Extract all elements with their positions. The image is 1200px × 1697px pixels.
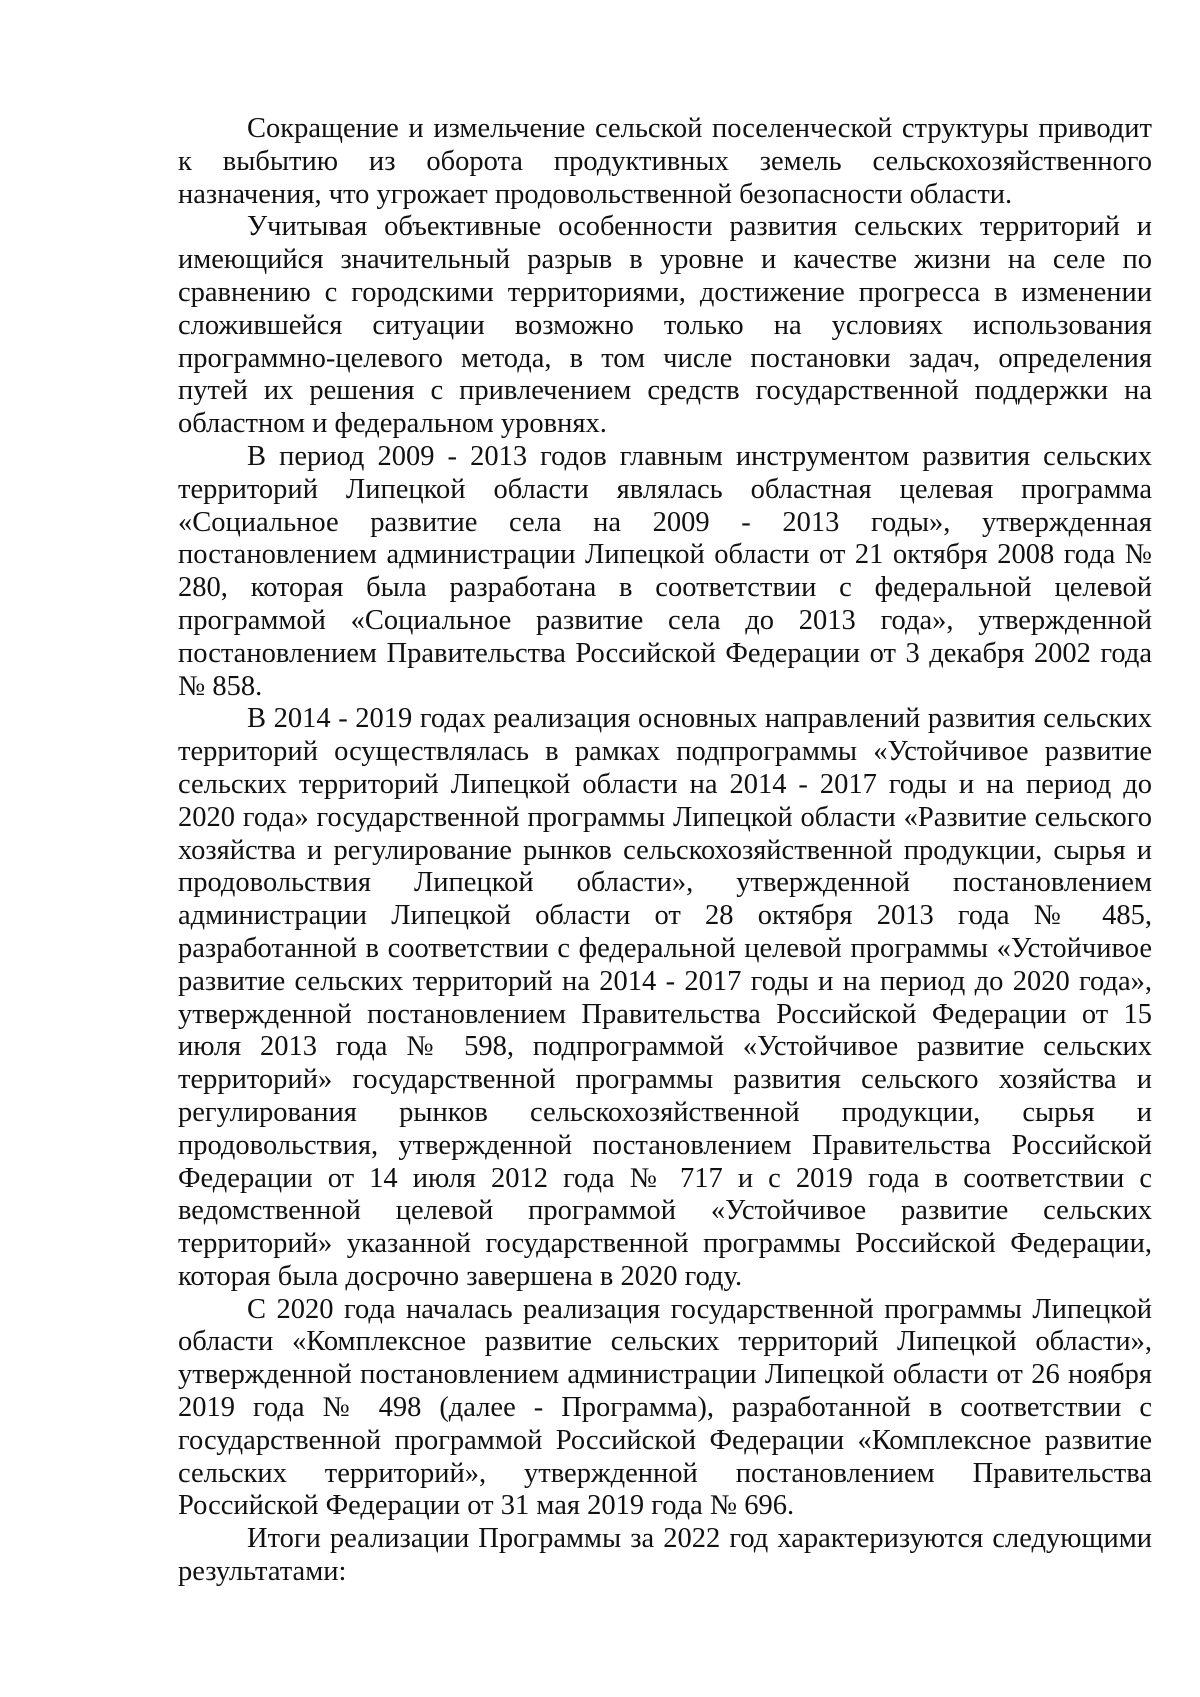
paragraph-2020-program: С 2020 года началась реализация государственной программы Липецкой области «Комплексное развитие сельских территорий Липецкой области», утвержденной постановлением администрации Липецкой области от 26 ноября 2019 года № 498 (далее - Программа), разработанной в соответствии с государственной программой Российской Федерации «Комплексное развитие сельских территорий», утвержденной постановлением Правительства Российской Федерации от 31 мая 2019 года № 696. bbox=[178, 1293, 1152, 1522]
paragraph-2014-2019-subprogram: В 2014 - 2019 годах реализация основных направлений развития сельских территорий осуществлялась в рамках подпрограммы «Устойчивое развитие сельских территорий Липецкой области на 2014 - 2017 годы и на период до 2020 года» государственной программы Липецкой области «Развитие сельского хозяйства и регулирование рынков сельскохозяйственной продукции, сырья и продовольствия Липецкой области», утвержденной постановлением администрации Липецкой области от 28 октября 2013 года № 485, разработанной в соответствии с федеральной целевой программы «Устойчивое развитие сельских территорий на 2014 - 2017 годы и на период до 2020 года», утвержденной постановлением Правительства Российской Федерации от 15 июля 2013 года № 598, подпрограммой «Устойчивое развитие сельских территорий» государственной программы развития сельского хозяйства и регулирования рынков сельскохозяйственной продукции, сырья и продовольствия, утвержденной постановлением Правительства Российской Федерации от 14 июля 2012 года № 717 и с 2019 года в соответствии с ведомственной целевой программой «Устойчивое развитие сельских территорий» указанной государственной программы Российской Федерации, которая была досрочно завершена в 2020 году. bbox=[178, 703, 1152, 1292]
paragraph-2009-2013-program: В период 2009 - 2013 годов главным инструментом развития сельских территорий Липецкой области являлась областная целевая программа «Социальное развитие села на 2009 - 2013 годы», утвержденная постановлением администрации Липецкой области от 21 октября 2008 года № 280, которая была разработана в соответствии с федеральной целевой программой «Социальное развитие села до 2013 года», утвержденной постановлением Правительства Российской Федерации от 3 декабря 2002 года № 858. bbox=[178, 440, 1152, 702]
paragraph-rural-structure: Сокращение и измельчение сельской поселенческой структуры приводит к выбытию из оборота продуктивных земель сельскохозяйственного назначения, что угрожает продовольственной безопасности области. bbox=[178, 113, 1152, 210]
paragraph-program-method: Учитывая объективные особенности развития сельских территорий и имеющийся значительный разрыв в уровне и качестве жизни на селе по сравнению с городскими территориями, достижение прогресса в изменении сложившейся ситуации возможно только на условиях использования программно-целевого метода, в том числе постановки задач, определения путей их решения с привлечением средств государственной поддержки на областном и федеральном уровнях. bbox=[178, 211, 1152, 440]
paragraph-2022-results: Итоги реализации Программы за 2022 год характеризуются следующими результатами: bbox=[178, 1523, 1152, 1588]
document-body bbox=[178, 113, 1152, 1589]
